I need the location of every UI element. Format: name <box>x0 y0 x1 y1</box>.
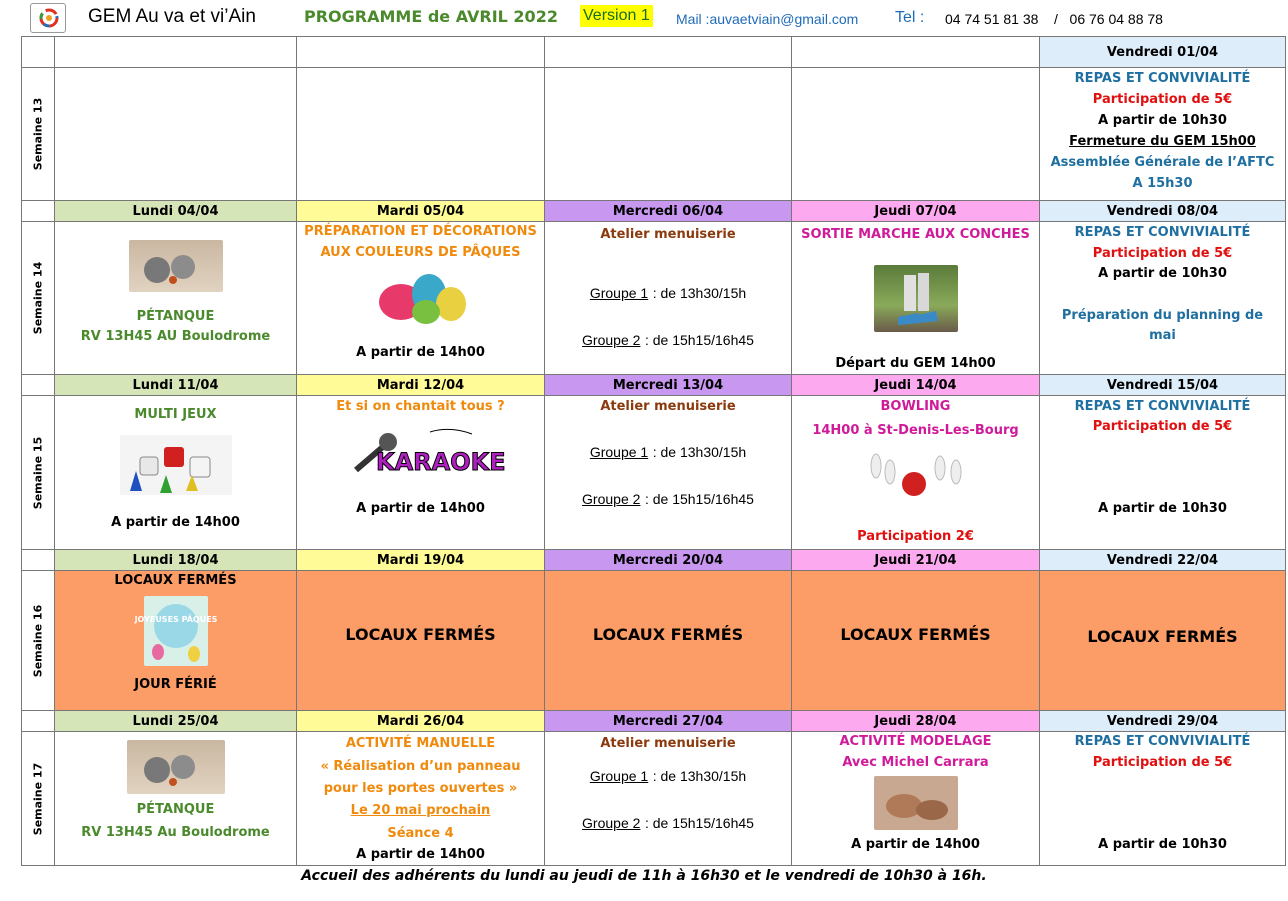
activity-title: BOWLING <box>880 399 951 414</box>
week-row <box>22 732 1286 866</box>
day-header: Jeudi 07/04 <box>792 201 1040 222</box>
week-label: Semaine 17 <box>22 732 55 866</box>
activity-title: Atelier menuiserie <box>600 736 736 751</box>
group-line: Groupe 2 : de 15h15/16h45 <box>582 815 754 831</box>
empty-cell <box>792 68 1040 201</box>
closed-title: LOCAUX FERMÉS <box>1087 627 1238 646</box>
activity-title: SORTIE MARCHE AUX CONCHES <box>801 227 1030 242</box>
day-header: Vendredi 15/04 <box>1040 375 1286 396</box>
activity-title: PÉTANQUE <box>136 309 215 324</box>
day-header <box>792 37 1040 68</box>
activity-title: PRÉPARATION ET DÉCORATIONS <box>304 224 537 239</box>
closed-title: LOCAUX FERMÉS <box>114 573 237 588</box>
day-header: Jeudi 21/04 <box>792 550 1040 571</box>
activity-cell <box>297 222 545 375</box>
header <box>0 0 1288 36</box>
easter-card-image <box>134 596 217 666</box>
session-text: Séance 4 <box>387 826 454 841</box>
activity-cell <box>1040 222 1286 375</box>
time-text: A partir de 14h00 <box>356 847 485 862</box>
day-header <box>55 37 297 68</box>
page-title: GEM Au va et vi’Ain <box>88 6 256 27</box>
easter-eggs-photo <box>371 266 471 326</box>
day-header: Lundi 18/04 <box>55 550 297 571</box>
day-header: Vendredi 29/04 <box>1040 711 1286 732</box>
week-spacer <box>22 711 55 732</box>
closed-cell <box>1040 571 1286 711</box>
group-line: Groupe 2 : de 15h15/16h45 <box>582 332 754 348</box>
activity-title: ACTIVITÉ MANUELLE <box>345 736 496 751</box>
empty-cell <box>297 68 545 201</box>
event-text: Préparation du planning de <box>1061 308 1264 323</box>
activity-cell <box>55 396 297 550</box>
day-header: Mardi 12/04 <box>297 375 545 396</box>
activity-title: PÉTANQUE <box>136 802 215 817</box>
time-text: A partir de 10h30 <box>1098 266 1227 281</box>
activity-title: REPAS ET CONVIVIALITÉ <box>1074 399 1251 414</box>
activity-title: AUX COULEURS DE PÂQUES <box>320 245 521 260</box>
event-time: A 15h30 <box>1132 176 1193 191</box>
week-label: Semaine 16 <box>22 571 55 711</box>
time-text: A partir de 10h30 <box>1098 501 1227 516</box>
day-header: Mercredi 06/04 <box>545 201 792 222</box>
day-header: Vendredi 08/04 <box>1040 201 1286 222</box>
activity-cell <box>792 222 1040 375</box>
activity-cell <box>55 732 297 866</box>
group-line: Groupe 1 : de 13h30/15h <box>589 768 747 784</box>
activity-detail: « Réalisation d’un panneau <box>320 759 521 774</box>
holiday-text: JOUR FÉRIÉ <box>134 677 217 692</box>
activity-title: Atelier menuiserie <box>600 227 736 242</box>
day-header: Vendredi 22/04 <box>1040 550 1286 571</box>
tel-label: Tel : <box>895 9 925 26</box>
week-row <box>22 396 1286 550</box>
day-header: Lundi 04/04 <box>55 201 297 222</box>
day-header-row <box>22 550 1286 571</box>
week-spacer <box>22 375 55 396</box>
week-spacer <box>22 37 55 68</box>
closed-cell <box>545 571 792 711</box>
activity-cell <box>792 396 1040 550</box>
empty-cell <box>55 68 297 201</box>
event-text: mai <box>1149 328 1176 343</box>
pottery-photo <box>874 776 958 830</box>
week-spacer <box>22 201 55 222</box>
day-header <box>545 37 792 68</box>
petanque-photo <box>127 740 225 794</box>
version-badge: Version 1 <box>580 5 653 27</box>
day-header-row <box>22 375 1286 396</box>
week-row <box>22 222 1286 375</box>
activity-detail: 14H00 à St-Denis-Les-Bourg <box>812 423 1019 438</box>
day-header: Mercredi 13/04 <box>545 375 792 396</box>
activity-cell <box>297 396 545 550</box>
closed-cell <box>55 571 297 711</box>
activity-cell <box>297 732 545 866</box>
day-header <box>297 37 545 68</box>
activity-cell <box>545 222 792 375</box>
activity-title: Atelier menuiserie <box>600 399 736 414</box>
time-text: A partir de 14h00 <box>851 837 980 852</box>
easter-card-text: JOYEUSES PÂQUES <box>134 615 217 624</box>
activity-detail: Le 20 mai prochain <box>350 803 491 818</box>
closed-title: LOCAUX FERMÉS <box>592 625 744 644</box>
petanque-photo <box>129 240 223 292</box>
activity-detail: RV 13H45 AU Boulodrome <box>80 329 271 344</box>
week-row <box>22 68 1286 201</box>
time-text: A partir de 10h30 <box>1098 837 1227 852</box>
time-text: A partir de 10h30 <box>1098 113 1227 128</box>
day-header: Mardi 26/04 <box>297 711 545 732</box>
week-row <box>22 571 1286 711</box>
activity-title: ACTIVITÉ MODELAGE <box>839 734 992 749</box>
day-header: Mercredi 20/04 <box>545 550 792 571</box>
contact-mail: Mail :auvaetviain@gmail.com <box>676 11 859 27</box>
time-text: A partir de 14h00 <box>356 345 485 360</box>
week-spacer <box>22 550 55 571</box>
closed-cell <box>792 571 1040 711</box>
activity-cell <box>545 396 792 550</box>
day-header: Lundi 11/04 <box>55 375 297 396</box>
closed-title: LOCAUX FERMÉS <box>840 625 991 644</box>
activity-title: MULTI JEUX <box>134 407 217 422</box>
day-header-row <box>22 201 1286 222</box>
day-header: Mardi 19/04 <box>297 550 545 571</box>
day-header: Mardi 05/04 <box>297 201 545 222</box>
price-text: Participation de 5€ <box>1092 92 1233 107</box>
programme-title: PROGRAMME de AVRIL 2022 <box>304 7 558 26</box>
day-header: Vendredi 01/04 <box>1040 37 1286 68</box>
price-text: Participation de 5€ <box>1092 755 1233 770</box>
time-text: A partir de 14h00 <box>111 515 240 530</box>
board-games-photo <box>120 435 232 495</box>
activity-cell <box>545 732 792 866</box>
day-header-row <box>22 711 1286 732</box>
walking-photo <box>874 265 958 332</box>
activity-detail: Avec Michel Carrara <box>842 755 989 770</box>
tel-numbers: 04 74 51 81 38 / 06 76 04 88 78 <box>945 11 1163 27</box>
day-header: Mercredi 27/04 <box>545 711 792 732</box>
calendar-table <box>21 36 1286 866</box>
week-label: Semaine 13 <box>22 68 55 201</box>
group-line: Groupe 1 : de 13h30/15h <box>589 285 747 301</box>
activity-title: REPAS ET CONVIVIALITÉ <box>1074 71 1251 86</box>
day-header: Jeudi 28/04 <box>792 711 1040 732</box>
activity-cell <box>1040 68 1286 201</box>
activity-cell <box>1040 396 1286 550</box>
group-line: Groupe 2 : de 15h15/16h45 <box>582 491 754 507</box>
price-text: Participation de 5€ <box>1092 419 1233 434</box>
empty-cell <box>545 68 792 201</box>
footer-note: Accueil des adhérents du lundi au jeudi de 11h à 16h30 et le vendredi de 10h30 à 16h. <box>301 868 987 884</box>
time-text: Départ du GEM 14h00 <box>835 356 996 371</box>
price-text: Participation de 5€ <box>1092 246 1233 261</box>
activity-detail: pour les portes ouvertes » <box>323 781 518 796</box>
week-label: Semaine 14 <box>22 222 55 375</box>
activity-cell <box>55 222 297 375</box>
day-header: Jeudi 14/04 <box>792 375 1040 396</box>
event-text: Assemblée Générale de l’AFTC <box>1050 155 1275 170</box>
price-text: Participation 2€ <box>857 529 974 544</box>
karaoke-label: KARAOKE <box>375 448 506 476</box>
bowling-photo <box>862 446 970 502</box>
week-label: Semaine 15 <box>22 396 55 550</box>
karaoke-microphone-image <box>350 424 506 476</box>
closed-cell <box>297 571 545 711</box>
time-text: A partir de 14h00 <box>356 501 485 516</box>
group-line: Groupe 1 : de 13h30/15h <box>589 444 747 460</box>
closing-text: Fermeture du GEM 15h00 <box>1069 134 1256 149</box>
activity-cell <box>1040 732 1286 866</box>
activity-title: Et si on chantait tous ? <box>336 399 505 414</box>
closed-title: LOCAUX FERMÉS <box>345 625 496 644</box>
day-header: Lundi 25/04 <box>55 711 297 732</box>
logo-icon <box>30 3 66 33</box>
activity-title: REPAS ET CONVIVIALITÉ <box>1074 225 1251 240</box>
activity-detail: RV 13H45 Au Boulodrome <box>81 825 270 840</box>
activity-title: REPAS ET CONVIVIALITÉ <box>1074 734 1251 749</box>
day-header-row <box>22 37 1286 68</box>
activity-cell <box>792 732 1040 866</box>
